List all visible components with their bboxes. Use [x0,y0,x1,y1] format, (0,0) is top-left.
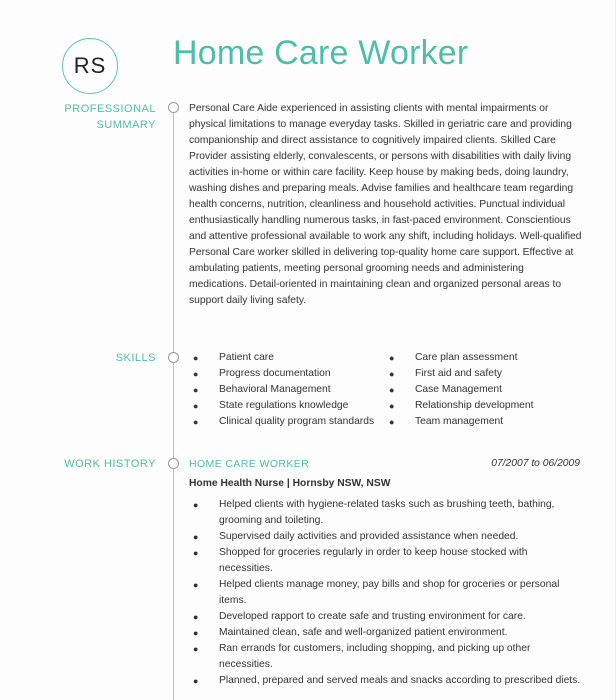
skill-item: ● State regulations knowledge [193,400,349,411]
duty-item: ● Supervised daily activities and provided assistance when needed. [193,531,519,542]
skill-item: ● Patient care [193,352,274,363]
summary-timeline-dot [168,102,179,113]
skill-item: ● Care plan assessment [389,352,518,363]
skills-timeline-dot [168,352,179,363]
summary-label-line2: SUMMARY [96,119,156,131]
initials: RS [73,53,107,78]
job-employer: Home Health Nurse | Hornsby NSW, NSW [189,478,391,489]
work-section-label: WORK HISTORY [64,458,156,470]
duty-item: ● Helped clients manage money, pay bills and shop for groceries or personal items. [193,579,560,606]
duty-item: ● Maintained clean, safe and well-organized patient environment. [193,627,508,638]
duty-item: ● Developed rapport to create safe and trusting environment for care. [193,611,526,622]
duty-item: ● Ran errands for customers, including shopping, and picking up other necessities. [193,643,531,670]
skill-item: ● Behavioral Management [193,384,331,395]
skill-item: ● Relationship development [389,400,534,411]
skill-item: ● Case Management [389,384,503,395]
skill-item: ● Team management [389,416,504,427]
skills-list [189,350,589,430]
candidate-name: Home Care Worker [173,34,469,72]
job-title: HOME CARE WORKER [189,458,310,470]
duty-item: ● Planned, prepared and served meals and snacks according to prescribed diets. [193,675,581,686]
skill-item: ● Clinical quality program standards [193,416,375,427]
summary-text: Personal Care Aide experienced in assisting clients with mental impairments or physical limitations to manage everyday tasks. Skilled in geriatric care and providing companionship and direct assistance to cognitively impaired clients. Skilled Care Provider assisting elderly, convalescents, or persons with disabilities with daily living activities in-home or within care facility. Keep house by making beds, doing laundry, washing dishes and preparing meals. Advise families and healthcare team regarding health concerns, nutrition, cleanliness and household activities. Punctual individual enthusiastically handling numerous tasks, in fast-paced environment. Conscientious and attentive professional available to work any shift, including holidays. Well-qualified Personal Care worker skilled in delivering top-quality home care support. Effective at ambulating patients, meeting personal grooming needs and administering medications. Detail-oriented in maintaining clean and organized personal areas to support daily living safety. [189,103,582,306]
skills-section-label: SKILLS [115,352,156,364]
monogram-badge [62,38,118,94]
job-dates: 07/2007 to 06/2009 [491,458,580,469]
summary-label-line1: PROFESSIONAL [64,103,156,115]
job-duties-list [189,497,584,689]
summary-section-label [64,101,156,133]
duty-item: ● Helped clients with hygiene-related tasks such as brushing teeth, bathing, grooming and toileting. [193,499,555,526]
skill-item: ● First aid and safety [389,368,502,379]
duty-item: ● Shopped for groceries regularly in order to keep house stocked with necessities. [193,547,528,574]
skill-item: ● Progress documentation [193,368,331,379]
timeline-line [173,104,174,700]
work-timeline-dot [168,458,179,469]
